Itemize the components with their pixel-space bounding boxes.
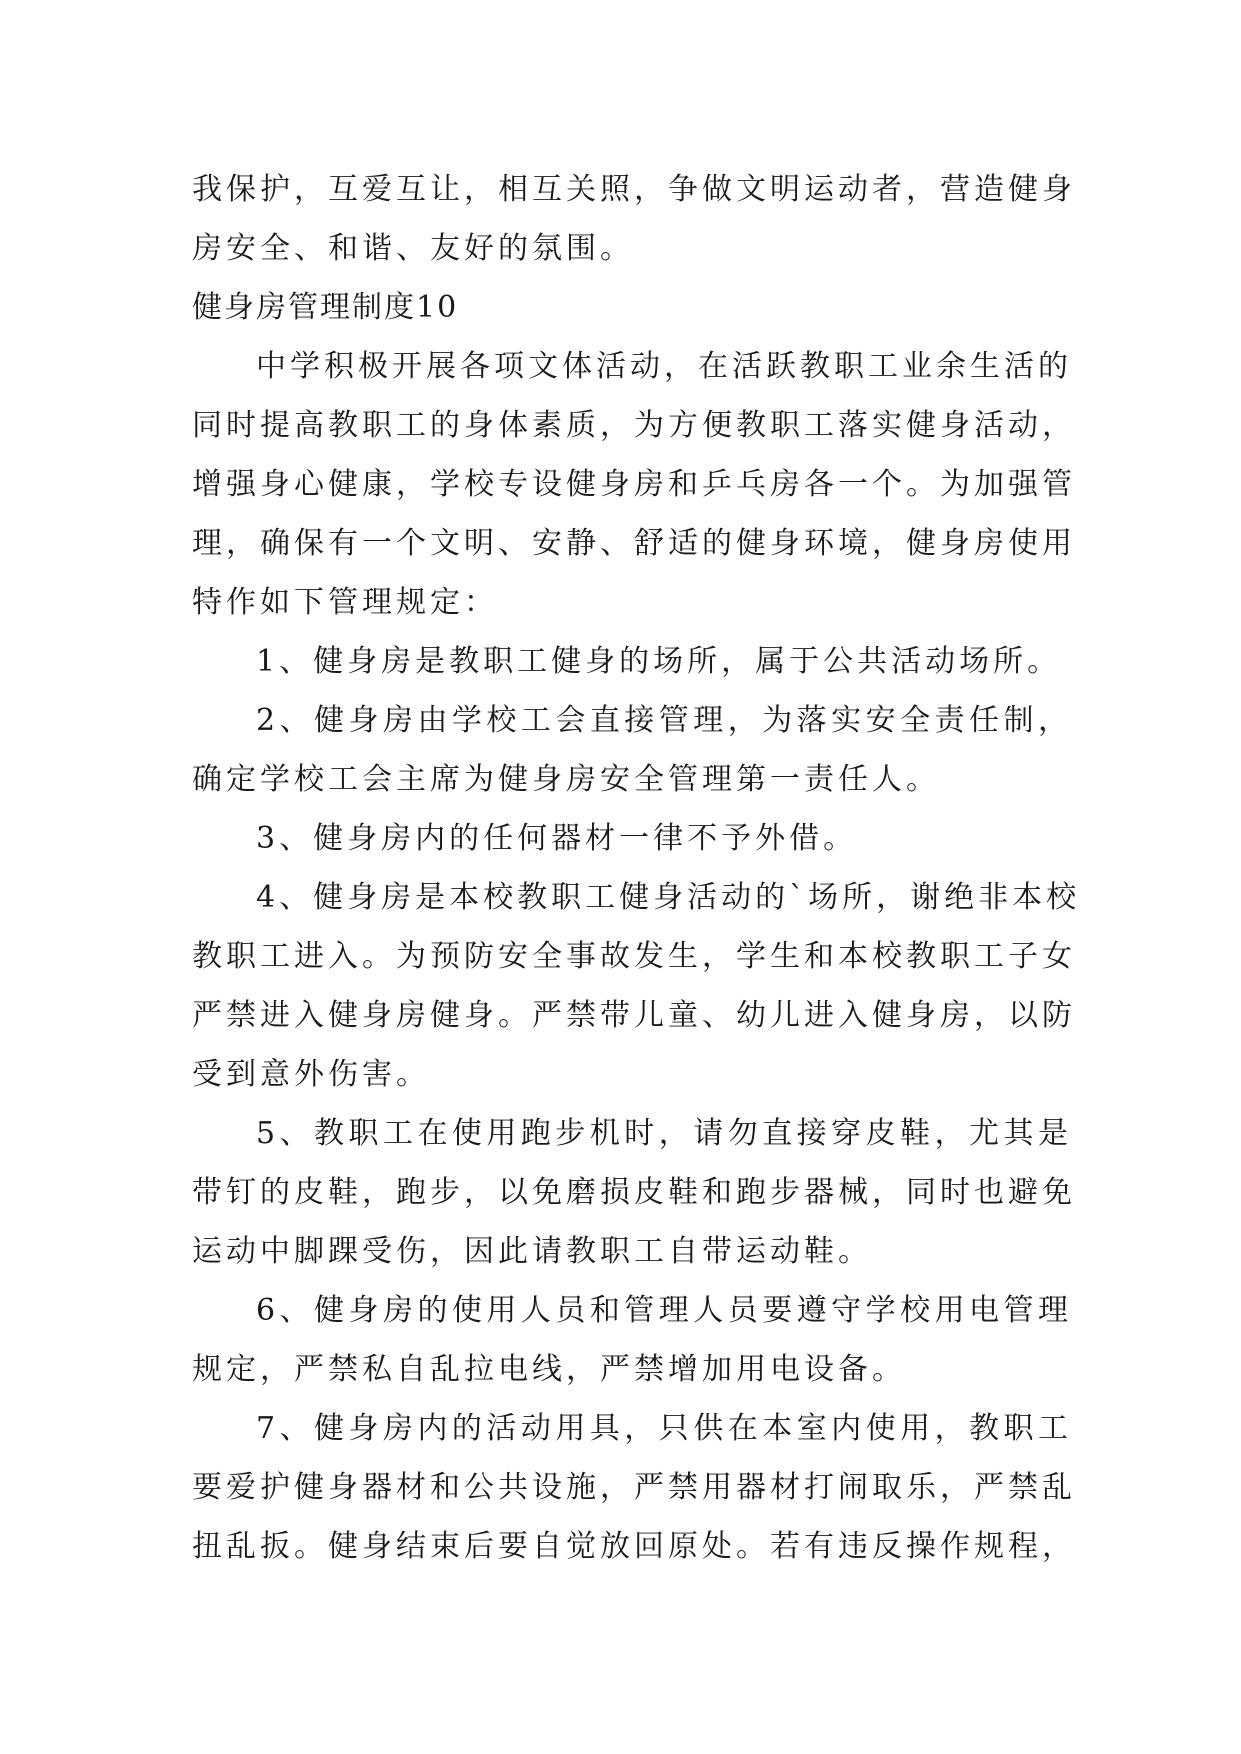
text-line: 扭乱扳。健身结束后要自觉放回原处。若有违反操作规程，	[192, 1529, 1076, 1564]
section-heading: 健身房管理制度10	[192, 290, 459, 325]
text-line: 2、健身房由学校工会直接管理，为落实安全责任制，	[256, 703, 1072, 738]
text-line: 确定学校工会主席为健身房安全管理第一责任人。	[192, 762, 940, 797]
document-body	[192, 160, 1081, 1576]
text-line: 6、健身房的使用人员和管理人员要遵守学校用电管理	[256, 1293, 1072, 1328]
text-line: 带钉的皮鞋，跑步，以免磨损皮鞋和跑步器械，同时也避免	[192, 1175, 1076, 1210]
text-line: 中学积极开展各项文体活动，在活跃教职工业余生活的	[256, 349, 1072, 384]
text-line: 要爱护健身器材和公共设施，严禁用器材打闹取乐，严禁乱	[192, 1470, 1076, 1505]
text-line: 房安全、和谐、友好的氛围。	[192, 231, 634, 266]
text-line: 理，确保有一个文明、安静、舒适的健身环境，健身房使用	[192, 526, 1076, 561]
text-line: 严禁进入健身房健身。严禁带儿童、幼儿进入健身房，以防	[192, 998, 1076, 1033]
text-line: 规定，严禁私自乱拉电线，严禁增加用电设备。	[192, 1352, 906, 1387]
text-line: 教职工进入。为预防安全事故发生，学生和本校教职工子女	[192, 939, 1076, 974]
text-line: 增强身心健康，学校专设健身房和乒乓房各一个。为加强管	[192, 467, 1076, 502]
text-line: 特作如下管理规定：	[192, 585, 498, 620]
text-line: 7、健身房内的活动用具，只供在本室内使用，教职工	[256, 1411, 1072, 1446]
text-line: 1、健身房是教职工健身的场所，属于公共活动场所。	[256, 644, 1062, 679]
text-line: 运动中脚踝受伤，因此请教职工自带运动鞋。	[192, 1234, 872, 1269]
text-line: 受到意外伤害。	[192, 1057, 430, 1092]
text-line: 我保护，互爱互让，相互关照，争做文明运动者，营造健身	[192, 172, 1076, 207]
text-line: 3、健身房内的任何器材一律不予外借。	[256, 821, 858, 856]
text-line: 4、健身房是本校教职工健身活动的`场所，谢绝非本校	[256, 880, 1081, 915]
text-line: 5、教职工在使用跑步机时，请勿直接穿皮鞋，尤其是	[256, 1116, 1072, 1151]
text-line: 同时提高教职工的身体素质，为方便教职工落实健身活动，	[192, 408, 1076, 443]
